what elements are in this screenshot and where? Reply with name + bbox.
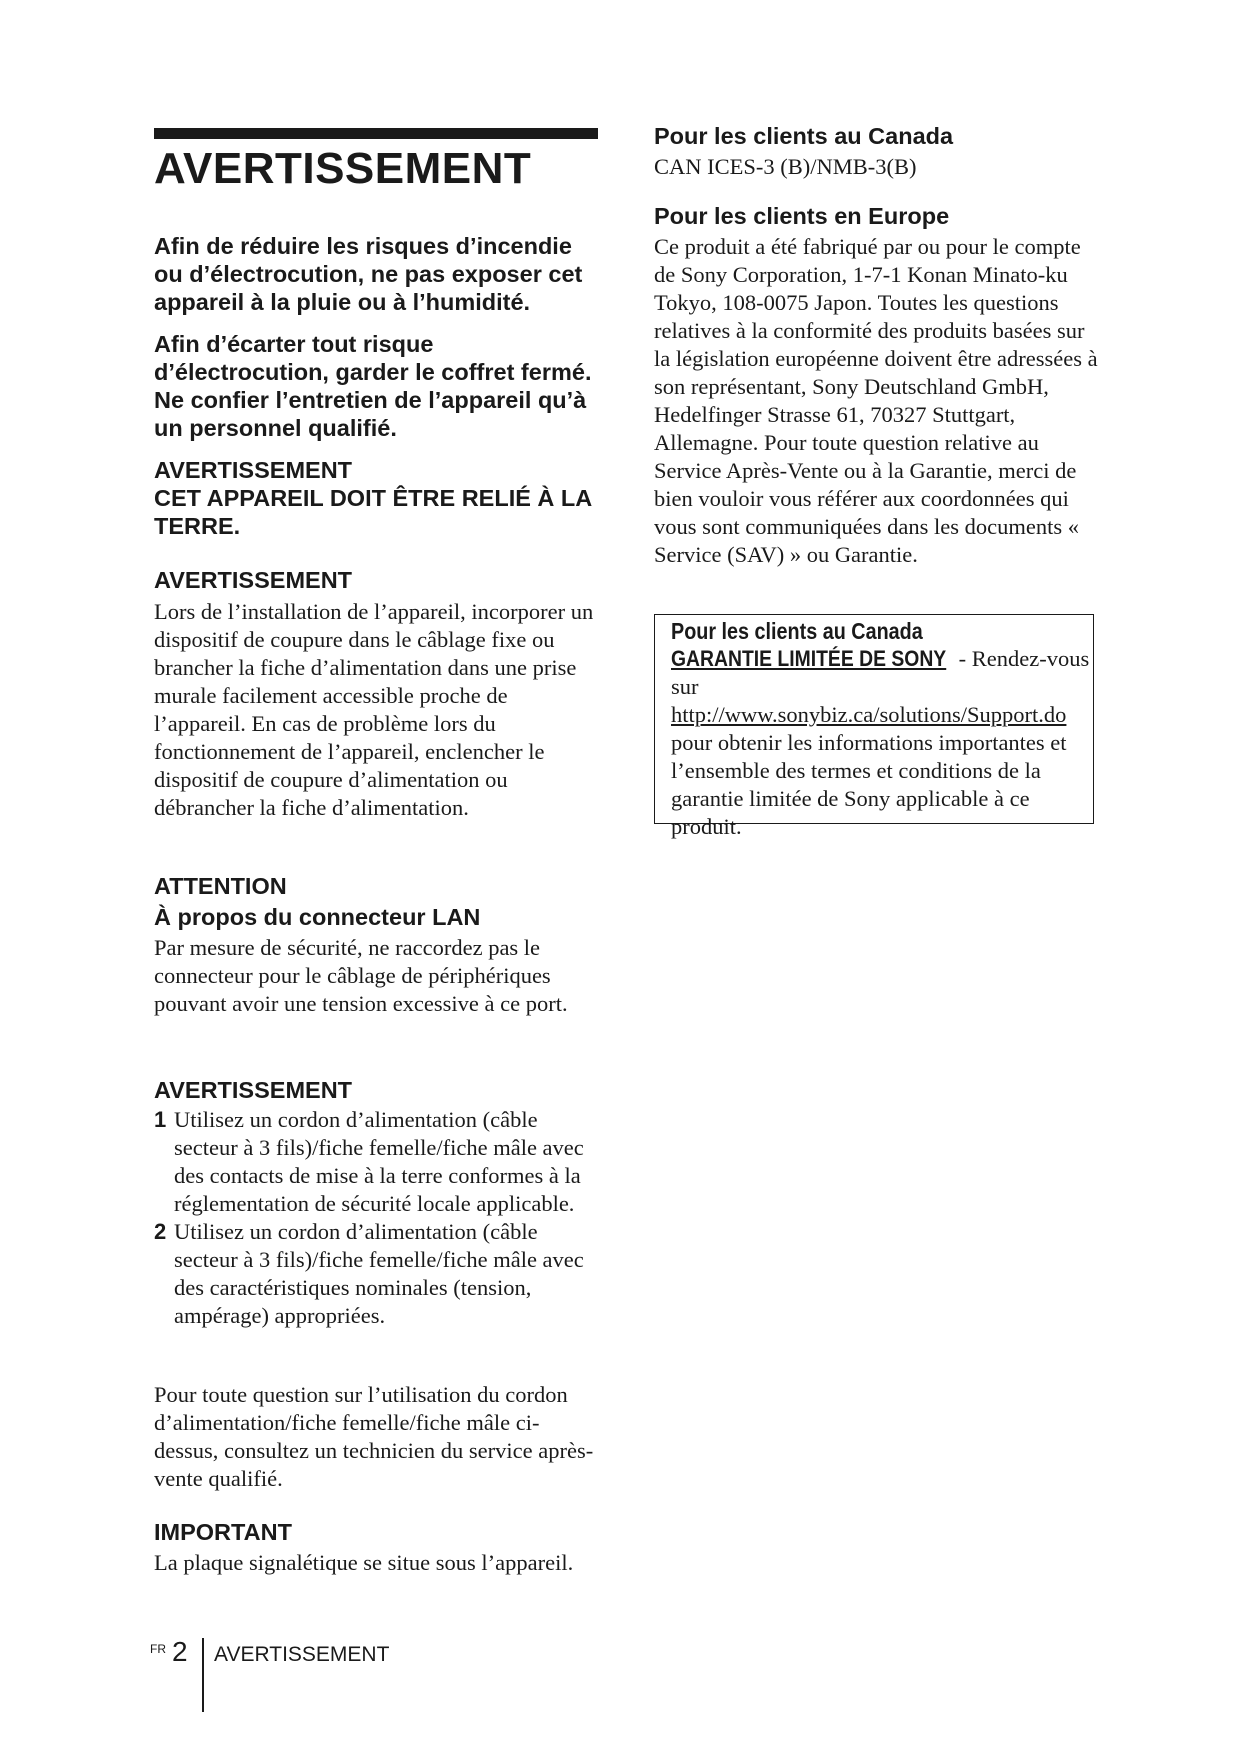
list-number: 2 bbox=[154, 1219, 167, 1244]
shock-warning: Afin d’écarter tout risque d’électrocution, garder le coffret fermé. Ne confier l’entretien de l’appareil qu’à un personnel qualifié. bbox=[154, 331, 592, 441]
section-subheading: À propos du connecteur LAN bbox=[154, 904, 481, 930]
list-item bbox=[154, 1106, 600, 1218]
canada-section bbox=[654, 122, 1100, 181]
grounding-text: CET APPAREIL DOIT ÊTRE RELIÉ À LA TERRE. bbox=[154, 485, 592, 539]
box-heading: Pour les clients au Canada bbox=[671, 618, 923, 644]
nameplate-text: La plaque signalétique se situe sous l’appareil. bbox=[154, 1550, 574, 1575]
fire-warning: Afin de réduire les risques d’incendie ou d’électrocution, ne pas exposer cet appareil à la pluie ou à l’humidité. bbox=[154, 233, 583, 315]
title-rule bbox=[154, 128, 598, 139]
europe-text: Ce produit a été fabriqué par ou pour le compte de Sony Corporation, 1-7-1 Konan Minato-ku Tokyo, 108-0075 Japon. Toutes les questions relatives à la conformité des produits basées sur la législation européenne doivent être adressées à son représentant, Sony Deutschland GmbH, Hedelfinger Strasse 61, 70327 Stuttgart, Allemagne. Pour toute question relative au Service Après-Vente ou à la Garantie, merci de bien vouloir vous référer aux coordonnées qui vous sont communiquées dans les documents « Service (SAV) » ou Garantie. bbox=[654, 234, 1098, 567]
power-cord-list bbox=[154, 1106, 600, 1330]
power-cord-note: Pour toute question sur l’utilisation du cordon d’alimentation/fiche femelle/fiche mâle ci-dessus, consultez un technicien du service après-vente qualifié. bbox=[154, 1382, 594, 1491]
installation-text: Lors de l’installation de l’appareil, incorporer un dispositif de coupure dans le câblage fixe ou brancher la fiche d’alimentation dans une prise murale facilement accessible proche de l’appareil. En cas de problème lors du fonctionnement de l’appareil, enclencher le dispositif de coupure d’alimentation ou débrancher la fiche d’alimentation. bbox=[154, 599, 594, 820]
section-heading: IMPORTANT bbox=[154, 1519, 292, 1545]
europe-section bbox=[654, 202, 1100, 569]
list-item bbox=[154, 1218, 600, 1330]
footer-divider bbox=[202, 1638, 204, 1712]
warranty-lead: - Rendez-vous sur bbox=[671, 646, 1090, 699]
section-heading: Pour les clients en Europe bbox=[654, 203, 950, 229]
page-title: AVERTISSEMENT bbox=[154, 144, 532, 193]
important-section bbox=[154, 1518, 600, 1577]
support-link[interactable]: http://www.sonybiz.ca/solutions/Support.do bbox=[671, 702, 1067, 727]
lan-text: Par mesure de sécurité, ne raccordez pas le connecteur pour le câblage de périphériques pouvant avoir une tension excessive à ce port. bbox=[154, 935, 568, 1016]
section-heading: Pour les clients au Canada bbox=[654, 123, 954, 149]
language-code: FR bbox=[150, 1642, 166, 1656]
grounding-section bbox=[154, 456, 600, 540]
warranty-text bbox=[671, 645, 1096, 841]
installation-section bbox=[154, 566, 600, 822]
power-cord-section bbox=[154, 1076, 600, 1330]
page-number: 2 bbox=[172, 1636, 188, 1667]
canada-warranty-box bbox=[654, 614, 1094, 839]
list-number: 1 bbox=[154, 1107, 167, 1132]
section-heading: ATTENTION bbox=[154, 873, 287, 899]
footer-section-name: AVERTISSEMENT bbox=[214, 1643, 390, 1666]
canada-compliance-code: CAN ICES-3 (B)/NMB-3(B) bbox=[654, 154, 917, 179]
warranty-title: GARANTIE LIMITÉE DE SONY bbox=[671, 646, 947, 671]
section-heading: AVERTISSEMENT bbox=[154, 457, 353, 483]
section-heading: AVERTISSEMENT bbox=[154, 1077, 353, 1103]
list-text: Utilisez un cordon d’alimentation (câble secteur à 3 fils)/fiche femelle/fiche mâle avec des caractéristiques nominales (tension, ampérage) appropriées. bbox=[174, 1219, 584, 1328]
warranty-tail: pour obtenir les informations importantes et l’ensemble des termes et conditions de la garantie limitée de Sony applicable à ce produit. bbox=[671, 730, 1067, 839]
lan-section bbox=[154, 872, 600, 1018]
list-text: Utilisez un cordon d’alimentation (câble secteur à 3 fils)/fiche femelle/fiche mâle avec des contacts de mise à la terre conformes à la réglementation de sécurité locale applicable. bbox=[174, 1107, 584, 1216]
section-heading: AVERTISSEMENT bbox=[154, 567, 353, 593]
